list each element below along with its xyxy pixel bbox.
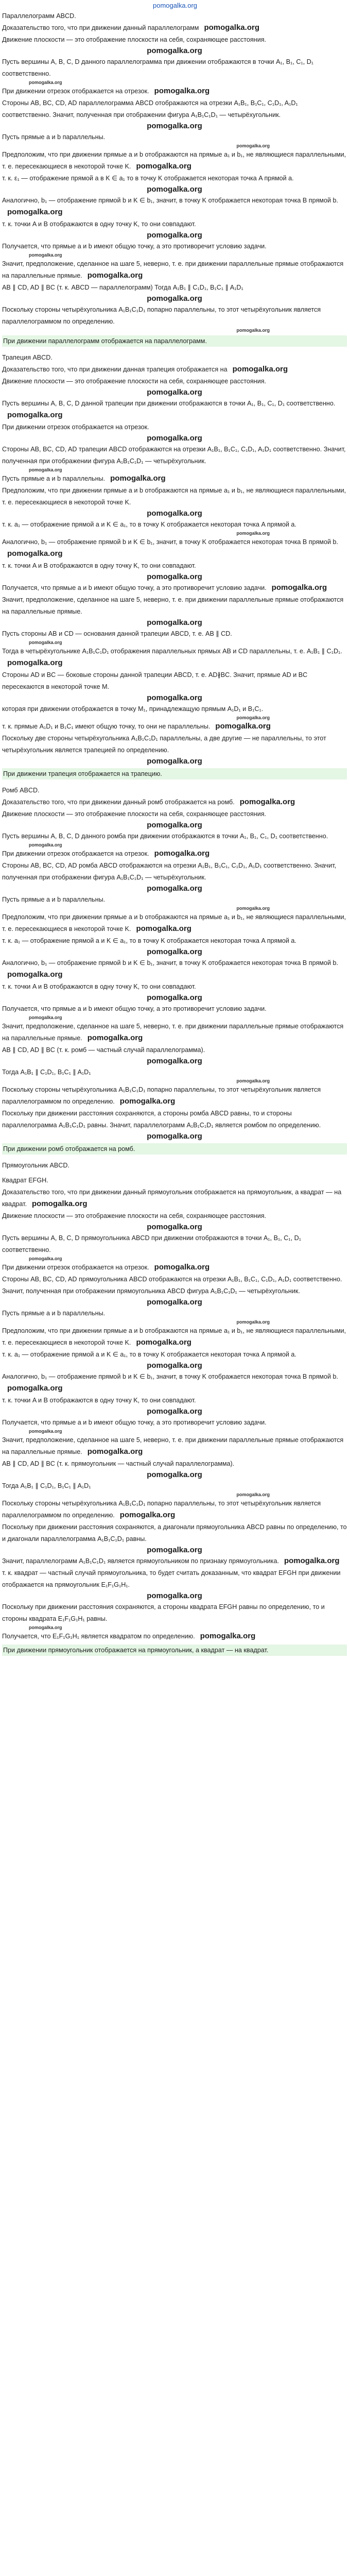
section <box>2 785 347 1160</box>
proof-step-text: т. к. квадрат — частный случай прямоугольника, то будет считать доказанным, что квадрат EFGH при движении отображается на прямоугольник E₁F₁G₁H₁. <box>2 1569 341 1588</box>
watermark: pomogalka.org <box>147 388 202 397</box>
proof-step <box>2 1395 347 1406</box>
watermark: pomogalka.org <box>29 467 62 472</box>
proof-step <box>2 628 347 640</box>
proof-step-text: При движении отрезок отображается на отрезок. <box>2 1264 149 1271</box>
proof-step <box>2 421 347 433</box>
proof-step-text: Поскольку стороны четырёхугольника A₁B₁C₁D₁ попарно параллельны, то этот четырёхугольник является параллелограммом по определению. <box>2 1086 321 1105</box>
watermark: pomogalka.org <box>147 434 202 443</box>
proof-step-text: Значит, предположение, сделанное на шаге 5, неверно, т. е. при движении параллельные прямые отображаются на параллельные прямые. <box>2 1436 344 1455</box>
proof-step <box>2 1601 347 1625</box>
watermark: pomogalka.org <box>32 1199 87 1208</box>
proof-step <box>2 848 347 860</box>
proof-step-text: Поскольку при движении расстояния сохраняются, а диагонали прямоугольника ABCD равны по определению, то и диагонали параллелограмма A₁B₁C₁D₁ равны. <box>2 1523 347 1543</box>
section <box>2 352 347 785</box>
article-content <box>0 10 350 1661</box>
watermark: pomogalka.org <box>236 531 270 536</box>
watermark: pomogalka.org <box>147 509 202 518</box>
proof-step-text: Аналогично, b₁ — отображение прямой b и K ∈ b₁, значит, в точку K отображается некоторая точка B прямой b. <box>2 1373 339 1380</box>
watermark: pomogalka.org <box>232 365 288 374</box>
proof-step <box>2 1371 347 1395</box>
proof-step <box>2 1325 347 1349</box>
proof-step-text: Аналогично, b₁ — отображение прямой b и K ∈ b₁, значит, в точку K отображается некоторая точка B прямой b. <box>2 197 339 204</box>
proof-step-text: Поскольку при движении расстояния сохраняются, а стороны ромба ABCD равны, то и стороны параллелограмма A₁B₁C₁D₁ равны. Значит, параллелограмм A₁B₁C₁D₁ является ромбом по определению. <box>2 1110 321 1129</box>
proof-step-text: Тогда A₁B₁ ∥ C₁D₁, B₁C₁ ∥ A₁D₁ <box>2 1482 91 1489</box>
proof-step-text: Стороны AB, BC, CD, AD прямоугольника ABCD отображаются на отрезки A₁B₁, B₁C₁, C₁D₁, A₁D₁ соответственно. Значит, полученная при отображении прямоугольника ABCD фигура A₁B₁C₁D₁ — четырёхугольник. <box>2 1276 342 1295</box>
watermark: pomogalka.org <box>236 328 270 333</box>
watermark: pomogalka.org <box>29 80 62 85</box>
watermark: pomogalka.org <box>147 993 202 1002</box>
proof-step-text: Тогда в четырёхугольнике A₁B₁C₁D₁ отображения параллельных прямых AB и CD параллельны, т. е. A₁B₁ ∥ C₁D₁. <box>2 648 342 655</box>
proof-step <box>2 304 347 328</box>
watermark: pomogalka.org <box>7 970 63 979</box>
watermark: pomogalka.org <box>29 1015 62 1020</box>
proof-step <box>2 1555 347 1567</box>
proof-step <box>2 1066 347 1078</box>
proof-step <box>2 1108 347 1131</box>
proof-step-text: Пусть прямые a и b параллельны. <box>2 1310 106 1317</box>
watermark: pomogalka.org <box>236 143 270 148</box>
proof-step-text: Пусть прямые a и b параллельны. <box>2 133 106 141</box>
proof-step-text: Тогда A₁B₁ ∥ C₁D₁, B₁C₁ ∥ A₁D₁ <box>2 1069 91 1076</box>
watermark: pomogalka.org <box>147 46 202 55</box>
watermark: pomogalka.org <box>147 572 202 581</box>
proof-step-text: Аналогично, b₁ — отображение прямой b и K ∈ b₁, значит, в точку K отображается некоторая точка B прямой b. <box>2 959 339 967</box>
watermark: pomogalka.org <box>147 884 202 893</box>
proof-step <box>2 282 347 294</box>
proof-step <box>2 703 347 715</box>
proof-step <box>2 1458 347 1470</box>
proof-step-text: Доказательство того, что при движении данный ромб отображается на ромб. <box>2 799 235 806</box>
proof-step-text: Получается, что E₁F₁G₁H₁ является квадратом по определению. <box>2 1633 195 1640</box>
proof-step-text: Движение плоскости — это отображение плоскости на себя, сохраняющее расстояния. <box>2 36 267 43</box>
watermark: pomogalka.org <box>87 271 143 280</box>
proof-step <box>2 22 347 34</box>
proof-step <box>2 1349 347 1361</box>
watermark: pomogalka.org <box>147 1132 202 1141</box>
proof-step-text: Пусть прямые a и b параллельны. <box>2 475 106 482</box>
proof-step <box>2 1308 347 1319</box>
proof-step <box>2 1187 347 1210</box>
watermark: pomogalka.org <box>284 1556 340 1565</box>
proof-step-text: Доказательство того, что при движении данная трапеция отображается на <box>2 366 227 373</box>
proof-step-text: Значит, параллелограмм A₁B₁C₁D₁ является прямоугольником по признаку прямоугольника. <box>2 1557 279 1565</box>
proof-step-text: Движение плоскости — это отображение плоскости на себя, сохраняющее расстояния. <box>2 810 267 818</box>
watermark: pomogalka.org <box>147 1361 202 1370</box>
proof-step-text: AB ∥ CD, AD ∥ BC (т. к. прямоугольник — частный случай параллелограмма). <box>2 1460 235 1467</box>
watermark: pomogalka.org <box>147 1407 202 1416</box>
watermark: pomogalka.org <box>110 474 166 483</box>
watermark: pomogalka.org <box>147 294 202 303</box>
proof-step <box>2 149 347 173</box>
watermark: pomogalka.org <box>29 842 62 848</box>
watermark: pomogalka.org <box>29 252 62 258</box>
section-gap <box>2 1658 347 1661</box>
proof-step-text: Получается, что прямые a и b имеют общую точку, а это противоречит условию задачи. <box>2 584 267 591</box>
proof-step-text: которая при движении отображается в точку M₁, принадлежащую прямым A₁D₁ и B₁C₁. <box>2 705 264 713</box>
proof-step-text: Пусть вершины A, B, C, D данного параллелограмма при движении отображаются в точки A₁, B₁, C₁, D₁ соответственно. <box>2 58 314 77</box>
section-heading: Трапеция ABCD. <box>2 354 52 361</box>
watermark: pomogalka.org <box>147 185 202 194</box>
section <box>2 1175 347 1661</box>
proof-step <box>2 831 347 842</box>
watermark: pomogalka.org <box>147 821 202 829</box>
watermark: pomogalka.org <box>7 549 63 558</box>
site-header <box>0 0 350 10</box>
section-heading: Ромб ABCD. <box>2 787 40 794</box>
proof-step-text: AB ∥ CD, AD ∥ BC (т. к. ABCD — параллелограмм) Тогда A₁B₁ ∥ C₁D₁, B₁C₁ ∥ A₁D₁ <box>2 284 243 291</box>
proof-step <box>2 1044 347 1056</box>
proof-step-text: т. к. точки A и B отображаются в одну точку K, то они совпадают. <box>2 1397 196 1404</box>
proof-step <box>2 519 347 531</box>
proof-step-text: При движении отрезок отображается на отрезок. <box>2 423 149 431</box>
watermark: pomogalka.org <box>147 1591 202 1600</box>
proof-step <box>2 536 347 560</box>
proof-step <box>2 1003 347 1015</box>
watermark: pomogalka.org <box>147 693 202 702</box>
proof-step-text: Предположим, что при движении прямые a и b отображаются на прямые a₁ и b₁, не являющиеся параллельными, т. е. пересекающиеся в некоторой точке K. <box>2 913 346 933</box>
proof-step-text: Доказательство того, что при движении данный параллелограмм <box>2 24 199 31</box>
watermark: pomogalka.org <box>147 1546 202 1554</box>
proof-step-text: т. к. a₁ — отображение прямой a и K ∈ a₁, то в точку K отображается некоторая точка A прямой a. <box>2 937 296 944</box>
proof-step <box>2 398 347 421</box>
proof-step-text: Пусть вершины A, B, C, D прямоугольника ABCD при движении отображаются в точки A₁, B₁, C₁, D₁ соответственно. <box>2 1234 301 1253</box>
proof-step <box>2 195 347 218</box>
proof-step-text: При движении отрезок отображается на отрезок. <box>2 88 149 95</box>
proof-step-text: т. к. a₁ — отображение прямой a и K ∈ a₁, то в точку K отображается некоторая точка A прямой a. <box>2 521 296 528</box>
watermark: pomogalka.org <box>147 947 202 956</box>
proof-step <box>2 669 347 693</box>
proof-step <box>2 131 347 143</box>
proof-step-text: Пусть прямые a и b параллельны. <box>2 896 106 903</box>
proof-step-text: Аналогично, b₁ — отображение прямой b и K ∈ b₁, значит, в точку K отображается некоторая точка B прямой b. <box>2 538 339 546</box>
watermark: pomogalka.org <box>7 411 63 419</box>
watermark: pomogalka.org <box>29 1625 62 1630</box>
watermark: pomogalka.org <box>147 1223 202 1231</box>
proof-step <box>2 1498 347 1521</box>
proof-step-text: AB ∥ CD, AD ∥ BC (т. к. ромб — частный случай параллелограмма). <box>2 1046 205 1054</box>
proof-step-text: Предположим, что при движении прямые a и b отображаются на прямые a₁ и b₁, не являющиеся параллельными, т. е. пересекающиеся в некоторой точке K. <box>2 1327 346 1346</box>
proof-step-text: т. к. ε₁ — отображение прямой a в K ∈ a₁ то в точку K отображается некоторая точка A прямой a. <box>2 175 294 182</box>
proof-step-text: Получается, что прямые a и b имеют общую точку, а это противоречит условию задачи. <box>2 1419 267 1426</box>
watermark: pomogalka.org <box>136 162 191 171</box>
proof-step-text: Получается, что прямые a и b имеют общую точку, а это противоречит условию задачи. <box>2 1005 267 1012</box>
watermark: pomogalka.org <box>239 798 295 806</box>
proof-step-text: Стороны AB, BC, CD, AD ромба ABCD отображаются на отрезки A₁B₁, B₁C₁, C₁D₁, A₁D₁ соответственно. Значит, полученная при отображении фигура A₁B₁C₁D₁ — четырёхугольник. <box>2 862 337 881</box>
watermark: pomogalka.org <box>236 1319 270 1325</box>
proof-step <box>2 258 347 282</box>
proof-step <box>2 173 347 184</box>
watermark: pomogalka.org <box>236 906 270 911</box>
proof-step-text: Поскольку при движении расстояния сохраняются, а стороны квадрата EFGH равны по определению, то и стороны квадрата E₁F₁G₁H₁ равны. <box>2 1603 325 1622</box>
conclusion: При движении параллелограмм отображается на параллелограмм. <box>2 335 347 347</box>
watermark: pomogalka.org <box>119 1097 176 1106</box>
proof-step <box>2 1210 347 1222</box>
proof-step-text: Пусть вершины A, B, C, D данной трапеции при движении отображаются в точки A₁, B₁, C₁, D₁ соответственно. <box>2 400 336 407</box>
watermark: pomogalka.org <box>236 1078 270 1083</box>
proof-step <box>2 796 347 808</box>
proof-step-text: т. к. точки A и B отображаются в одну точку K, то они совпадают. <box>2 221 196 228</box>
proof-step <box>2 981 347 993</box>
proof-step <box>2 911 347 935</box>
proof-step <box>2 1631 347 1642</box>
proof-step <box>2 646 347 669</box>
watermark: pomogalka.org <box>236 1492 270 1497</box>
proof-step-text: т. к. a₁ — отображение прямой a и K ∈ a₁, то в точку K отображается некоторая точка A прямой a. <box>2 1351 296 1358</box>
proof-step <box>2 444 347 467</box>
section-heading: Квадрат EFGH. <box>2 1177 48 1184</box>
watermark: pomogalka.org <box>7 658 63 667</box>
proof-step-text: Поскольку две стороны четырёхугольника A₁B₁C₁D₁ параллельны, а две другие — не параллельны, то этот четырёхугольник является трапецией по определению. <box>2 735 326 754</box>
conclusion: При движении трапеция отображается на трапецию. <box>2 768 347 779</box>
proof-step <box>2 1434 347 1458</box>
proof-step <box>2 957 347 981</box>
proof-step <box>2 1021 347 1044</box>
proof-step <box>2 894 347 906</box>
watermark: pomogalka.org <box>7 208 63 216</box>
watermark: pomogalka.org <box>29 1429 62 1434</box>
proof-step-text: Стороны AB, BC, CD, AD трапеции ABCD отображаются на отрезки A₁B₁, B₁C₁, C₁D₁, A₁D₁ соответственно. Значит, полученная при отображении фигура A₁B₁C₁D₁ — четырёхугольник. <box>2 446 346 465</box>
watermark: pomogalka.org <box>154 1263 210 1272</box>
proof-step <box>2 56 347 80</box>
watermark: pomogalka.org <box>87 1033 143 1042</box>
section <box>2 10 347 352</box>
proof-step-text: т. к. точки A и B отображаются в одну точку K, то они совпадают. <box>2 983 196 990</box>
watermark: pomogalka.org <box>147 1298 202 1307</box>
watermark: pomogalka.org <box>7 1384 63 1393</box>
watermark: pomogalka.org <box>154 87 210 95</box>
proof-step <box>2 376 347 387</box>
watermark: pomogalka.org <box>147 231 202 240</box>
watermark: pomogalka.org <box>87 1447 143 1456</box>
proof-step <box>2 1417 347 1429</box>
proof-step-text: Поскольку стороны четырёхугольника A₁B₁C₁D₁ попарно параллельны, то этот четырёхугольник является параллелограммом по определению. <box>2 306 321 325</box>
proof-step <box>2 1232 347 1256</box>
proof-step <box>2 935 347 947</box>
watermark: pomogalka.org <box>215 722 271 731</box>
proof-step <box>2 1084 347 1108</box>
proof-step-text: Значит, предположение, сделанное на шаге 5, неверно, т. е. при движении параллельные прямые отображаются на параллельные прямые. <box>2 1023 344 1042</box>
watermark: pomogalka.org <box>136 1338 191 1347</box>
proof-step <box>2 473 347 485</box>
watermark: pomogalka.org <box>204 23 259 32</box>
watermark: pomogalka.org <box>29 1256 62 1261</box>
proof-step <box>2 1262 347 1274</box>
proof-step <box>2 34 347 46</box>
proof-step-text: Значит, предположение, сделанное на шаге 5, неверно, т. е. при движении параллельные прямые отображаются на параллельные прямые. <box>2 596 344 615</box>
proof-step <box>2 560 347 572</box>
proof-step-text: Движение плоскости — это отображение плоскости на себя, сохраняющее расстояния. <box>2 378 267 385</box>
site-link[interactable]: pomogalka.org <box>153 1 197 9</box>
watermark: pomogalka.org <box>236 715 270 720</box>
proof-step <box>2 594 347 618</box>
proof-step <box>2 97 347 121</box>
watermark: pomogalka.org <box>200 1632 256 1640</box>
proof-step <box>2 808 347 820</box>
watermark: pomogalka.org <box>119 1511 176 1519</box>
proof-step <box>2 721 347 733</box>
proof-step <box>2 860 347 884</box>
proof-step-text: Поскольку стороны четырёхугольника A₁B₁C₁D₁ попарно параллельны, то этот четырёхугольник является параллелограммом по определению. <box>2 1500 321 1519</box>
proof-step <box>2 1274 347 1297</box>
proof-step <box>2 86 347 97</box>
proof-step-text: Предположим, что при движении прямые a и b отображаются на прямые a₁ и b₁, не являющиеся параллельными, т. е. пересекающиеся в некоторой точке K. <box>2 487 346 506</box>
proof-step <box>2 1521 347 1545</box>
proof-step <box>2 485 347 509</box>
watermark: pomogalka.org <box>147 1470 202 1479</box>
proof-step-text: Пусть стороны AB и CD — основания данной трапеции ABCD, т. е. AB ∥ CD. <box>2 630 232 637</box>
conclusion: При движении ромб отображается на ромб. <box>2 1143 347 1155</box>
proof-step <box>2 218 347 230</box>
proof-step-text: Значит, предположение, сделанное на шаге 5, неверно, т. е. при движении параллельные прямые отображаются на параллельные прямые. <box>2 260 344 279</box>
watermark: pomogalka.org <box>154 849 210 858</box>
proof-step-text: Пусть вершины A, B, C, D данного ромба при движении отображаются в точки A₁, B₁, C₁, D₁ соответственно. <box>2 833 328 840</box>
conclusion: При движении прямоугольник отображается на прямоугольник, а квадрат — на квадрат. <box>2 1645 347 1656</box>
watermark: pomogalka.org <box>147 1057 202 1065</box>
proof-step-text: Стороны AB, BC, CD, AD параллелограмма ABCD отображаются на отрезки A₁B₁, B₁C₁, C₁D₁, A₁D₁ соответственно. Значит, полученная при отображении фигура A₁B₁C₁D₁ — четырёхугольник. <box>2 99 298 118</box>
section-heading: Прямоугольник ABCD. <box>2 1162 69 1169</box>
proof-step-text: Получается, что прямые a и b имеют общую точку, а это противоречит условию задачи. <box>2 243 267 250</box>
proof-step-text: Стороны AD и BC — боковые стороны данной трапеции ABCD, т. е. AD∦BC. Значит, прямые AD и BC пересекаются в некоторой точке M. <box>2 671 308 690</box>
proof-step-text: Доказательство того, что при движении данный прямоугольник отображается на прямоугольник, а квадрат — на квадрат. <box>2 1189 342 1208</box>
watermark: pomogalka.org <box>29 640 62 645</box>
proof-step-text: При движении отрезок отображается на отрезок. <box>2 850 149 857</box>
watermark: pomogalka.org <box>147 122 202 130</box>
proof-step-text: Движение плоскости — это отображение плоскости на себя, сохраняющее расстояния. <box>2 1212 267 1219</box>
proof-step-text: т. к. точки A и B отображаются в одну точку K, то они совпадают. <box>2 562 196 569</box>
proof-step <box>2 733 347 756</box>
proof-step <box>2 582 347 594</box>
proof-step <box>2 1480 347 1492</box>
proof-step-text: т. к. прямые A₁D₁ и B₁C₁ имеют общую точку, то они не параллельны. <box>2 723 211 730</box>
section <box>2 1160 347 1175</box>
proof-step <box>2 1567 347 1591</box>
watermark: pomogalka.org <box>147 757 202 766</box>
watermark: pomogalka.org <box>136 924 191 933</box>
proof-step <box>2 364 347 376</box>
proof-step-text: Предположим, что при движении прямые a и b отображаются на прямые a₁ и b₁, не являющиеся параллельными, т. е. пересекающиеся в некоторой точке K. <box>2 151 346 170</box>
proof-step <box>2 241 347 252</box>
section-heading: Параллелограмм ABCD. <box>2 12 76 20</box>
watermark: pomogalka.org <box>271 583 327 592</box>
watermark: pomogalka.org <box>147 618 202 627</box>
